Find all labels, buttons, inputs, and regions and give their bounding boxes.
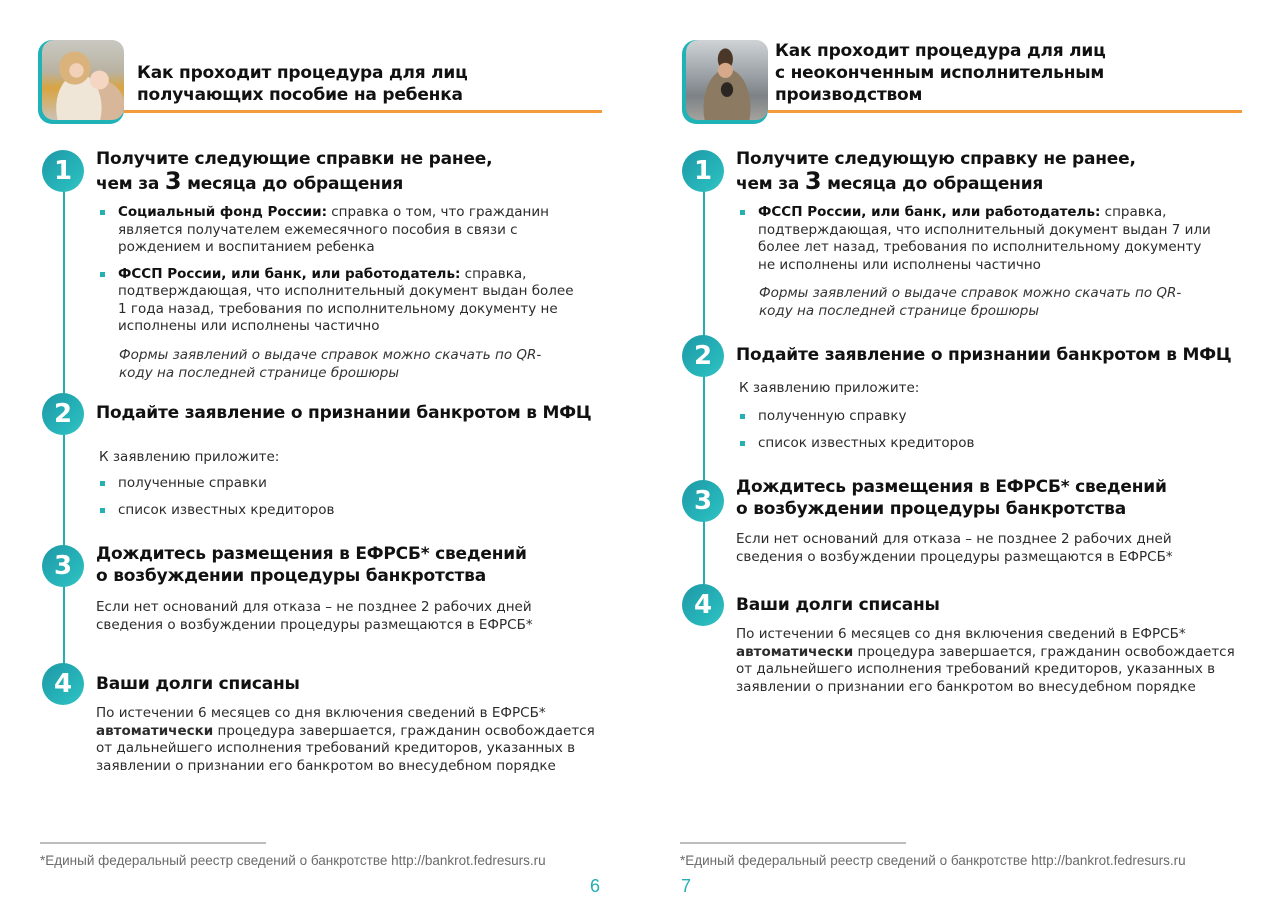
item-text: справка, подтверждающая, что исполнительный документ выдан более 1 года назад, требования по исполнительному документу не исполнены или исполнены частично <box>118 265 574 334</box>
emphasis: автоматически <box>96 722 214 739</box>
step-title: Ваши долги списаны <box>96 674 300 694</box>
step-title <box>736 148 1136 195</box>
photo-frame <box>682 40 768 124</box>
footnote-divider <box>680 842 906 844</box>
step-title-line: Получите следующую справку не ранее, <box>736 149 1136 169</box>
forms-note: Формы заявлений о выдаче справок можно скачать по QR-коду на последней странице брошюры <box>759 285 1182 319</box>
page-header <box>38 40 602 126</box>
step-title: Подайте заявление о признании банкротом в МФЦ <box>96 403 592 423</box>
attachments-list <box>740 408 974 461</box>
documents-list <box>740 204 1220 274</box>
page-header <box>682 40 1242 126</box>
step-description: Если нет оснований для отказа – не позднее 2 рабочих дней сведения о возбуждении процедуры размещаются в ЕФРСБ* <box>736 531 1173 565</box>
page-title <box>137 62 468 106</box>
step-title-line: Дождитесь размещения в ЕФРСБ* сведений <box>96 544 527 564</box>
item-text: справка о том, что гражданин является получателем ежемесячного пособия в связи с рождением и воспитанием ребенка <box>118 204 549 255</box>
text: По истечении 6 месяцев со дня включения сведений в ЕФРСБ* <box>96 705 546 721</box>
step-title-line <box>96 167 492 195</box>
step-number-badge: 3 <box>682 480 724 522</box>
page-number: 6 <box>590 876 601 896</box>
text: По истечении 6 месяцев со дня включения сведений в ЕФРСБ* <box>736 626 1186 642</box>
photo-frame <box>38 40 124 124</box>
step-title: Подайте заявление о признании банкротом в МФЦ <box>736 345 1232 365</box>
text: чем за <box>736 174 805 194</box>
attach-intro: К заявлению приложите: <box>99 449 280 465</box>
attach-intro: К заявлению приложите: <box>739 380 920 396</box>
step-number-badge: 3 <box>42 545 84 587</box>
step-number-badge: 1 <box>42 150 84 192</box>
step-title-line <box>736 167 1136 195</box>
forms-note: Формы заявлений о выдаче справок можно скачать по QR-коду на последней странице брошюры <box>119 347 542 381</box>
source-label: ФССП России, или банк, или работодатель: <box>118 265 461 282</box>
man-in-jacket-photo <box>686 40 768 120</box>
page-right <box>640 0 1280 911</box>
step-number-badge: 1 <box>682 150 724 192</box>
text: процедура завершается, гражданин освобождается от дальнейшего исполнения требований кредиторов, указанных в заявлении о признании его банкротом во внесудебном порядке <box>736 643 1235 695</box>
step-description <box>96 705 601 775</box>
text: чем за <box>96 174 165 194</box>
list-item <box>100 266 580 336</box>
title-line: Как проходит процедура для лиц <box>137 63 468 83</box>
step-title <box>96 148 492 195</box>
source-label: ФССП России, или банк, или работодатель: <box>758 204 1101 220</box>
footnote: *Единый федеральный реестр сведений о банкротстве http://bankrot.fedresurs.ru <box>40 853 546 868</box>
list-item: список известных кредиторов <box>740 435 974 453</box>
title-line: Как проходит процедура для лиц <box>775 41 1106 61</box>
item-text: справка, подтверждающая, что исполнительный документ выдан 7 или более лет назад, требования по исполнительному документу не исполнены или исполнены частично <box>758 204 1211 273</box>
text: месяца до обращения <box>181 174 404 194</box>
step-description: Если нет оснований для отказа – не позднее 2 рабочих дней сведения о возбуждении процедуры размещаются в ЕФРСБ* <box>96 599 533 633</box>
mother-with-baby-photo <box>42 40 124 120</box>
page-number: 7 <box>681 876 692 896</box>
step-number-badge: 4 <box>42 663 84 705</box>
page-title <box>775 40 1106 106</box>
source-label: Социальный фонд России: <box>118 204 327 220</box>
step-title-line: Получите следующие справки не ранее, <box>96 149 493 169</box>
documents-list <box>100 204 580 336</box>
title-line: производством <box>775 85 923 105</box>
footnote-divider <box>40 842 266 844</box>
title-line: с неоконченным исполнительным <box>775 63 1105 83</box>
list-item: полученную справку <box>740 408 974 426</box>
step-title <box>96 543 527 587</box>
step-title-line: Дождитесь размещения в ЕФРСБ* сведений <box>736 477 1167 497</box>
attachments-list <box>100 475 334 528</box>
step-number-badge: 2 <box>682 335 724 377</box>
emphasis: автоматически <box>736 643 854 660</box>
step-description <box>736 626 1241 696</box>
months-number: 3 <box>164 167 182 195</box>
header-divider <box>768 110 1242 113</box>
list-item: полученные справки <box>100 475 334 493</box>
step-title-line: о возбуждении процедуры банкротства <box>736 499 1127 519</box>
step-title: Ваши долги списаны <box>736 595 940 615</box>
months-number: 3 <box>804 167 822 195</box>
list-item <box>740 204 1220 274</box>
step-title <box>736 476 1167 520</box>
step-number-badge: 2 <box>42 393 84 435</box>
header-divider <box>124 110 602 113</box>
steps-connector-line <box>703 170 705 605</box>
list-item: список известных кредиторов <box>100 502 334 520</box>
text: процедура завершается, гражданин освобождается от дальнейшего исполнения требований кредиторов, указанных в заявлении о признании его банкротом во внесудебном порядке <box>96 722 595 774</box>
step-title-line: о возбуждении процедуры банкротства <box>96 566 487 586</box>
text: месяца до обращения <box>821 174 1044 194</box>
list-item <box>100 204 580 257</box>
footnote: *Единый федеральный реестр сведений о банкротстве http://bankrot.fedresurs.ru <box>680 853 1186 868</box>
step-number-badge: 4 <box>682 584 724 626</box>
title-line: получающих пособие на ребенка <box>137 85 463 105</box>
